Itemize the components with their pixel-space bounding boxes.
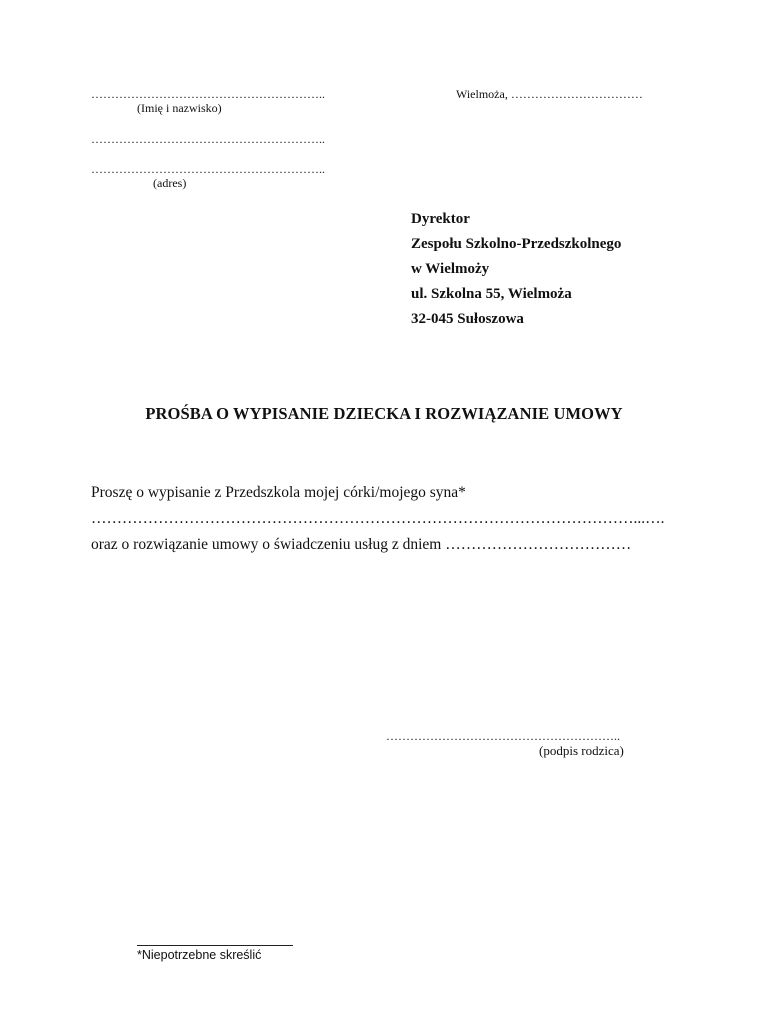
sender-address-blank-2: ………………………………………………….. [91, 162, 325, 176]
sender-address-label: (adres) [153, 176, 187, 190]
body-line-2-blank: ……………………………………………………………………………………………...…. [91, 510, 665, 527]
body-line-1: Proszę o wypisanie z Przedszkola mojej córki/mojego syna* [91, 484, 466, 501]
document-title: PROŚBA O WYPISANIE DZIECKA I ROZWIĄZANIE UMOWY [145, 404, 623, 423]
sender-name-label: (Imię i nazwisko) [137, 101, 222, 115]
recipient-line: Dyrektor [411, 211, 470, 227]
recipient-line: Zespołu Szkolno-Przedszkolnego [411, 236, 622, 252]
signature-label: (podpis rodzica) [539, 743, 624, 758]
recipient-line: ul. Szkolna 55, Wielmoża [411, 286, 572, 302]
body-line-3: oraz o rozwiązanie umowy o świadczeniu usług z dniem ……………………………… [91, 536, 632, 553]
place-date: Wielmoża, …………………………… [456, 87, 643, 101]
recipient-block [411, 207, 621, 332]
recipient-line: w Wielmoży [411, 261, 490, 277]
signature-blank: ………………………………………………….. [386, 729, 620, 743]
footnote-divider [137, 945, 293, 946]
footnote: *Niepotrzebne skreślić [137, 948, 262, 962]
sender-address-blank-1: ………………………………………………….. [91, 132, 325, 146]
sender-name-blank: ………………………………………………….. [91, 87, 325, 101]
recipient-line: 32-045 Sułoszowa [411, 311, 524, 327]
